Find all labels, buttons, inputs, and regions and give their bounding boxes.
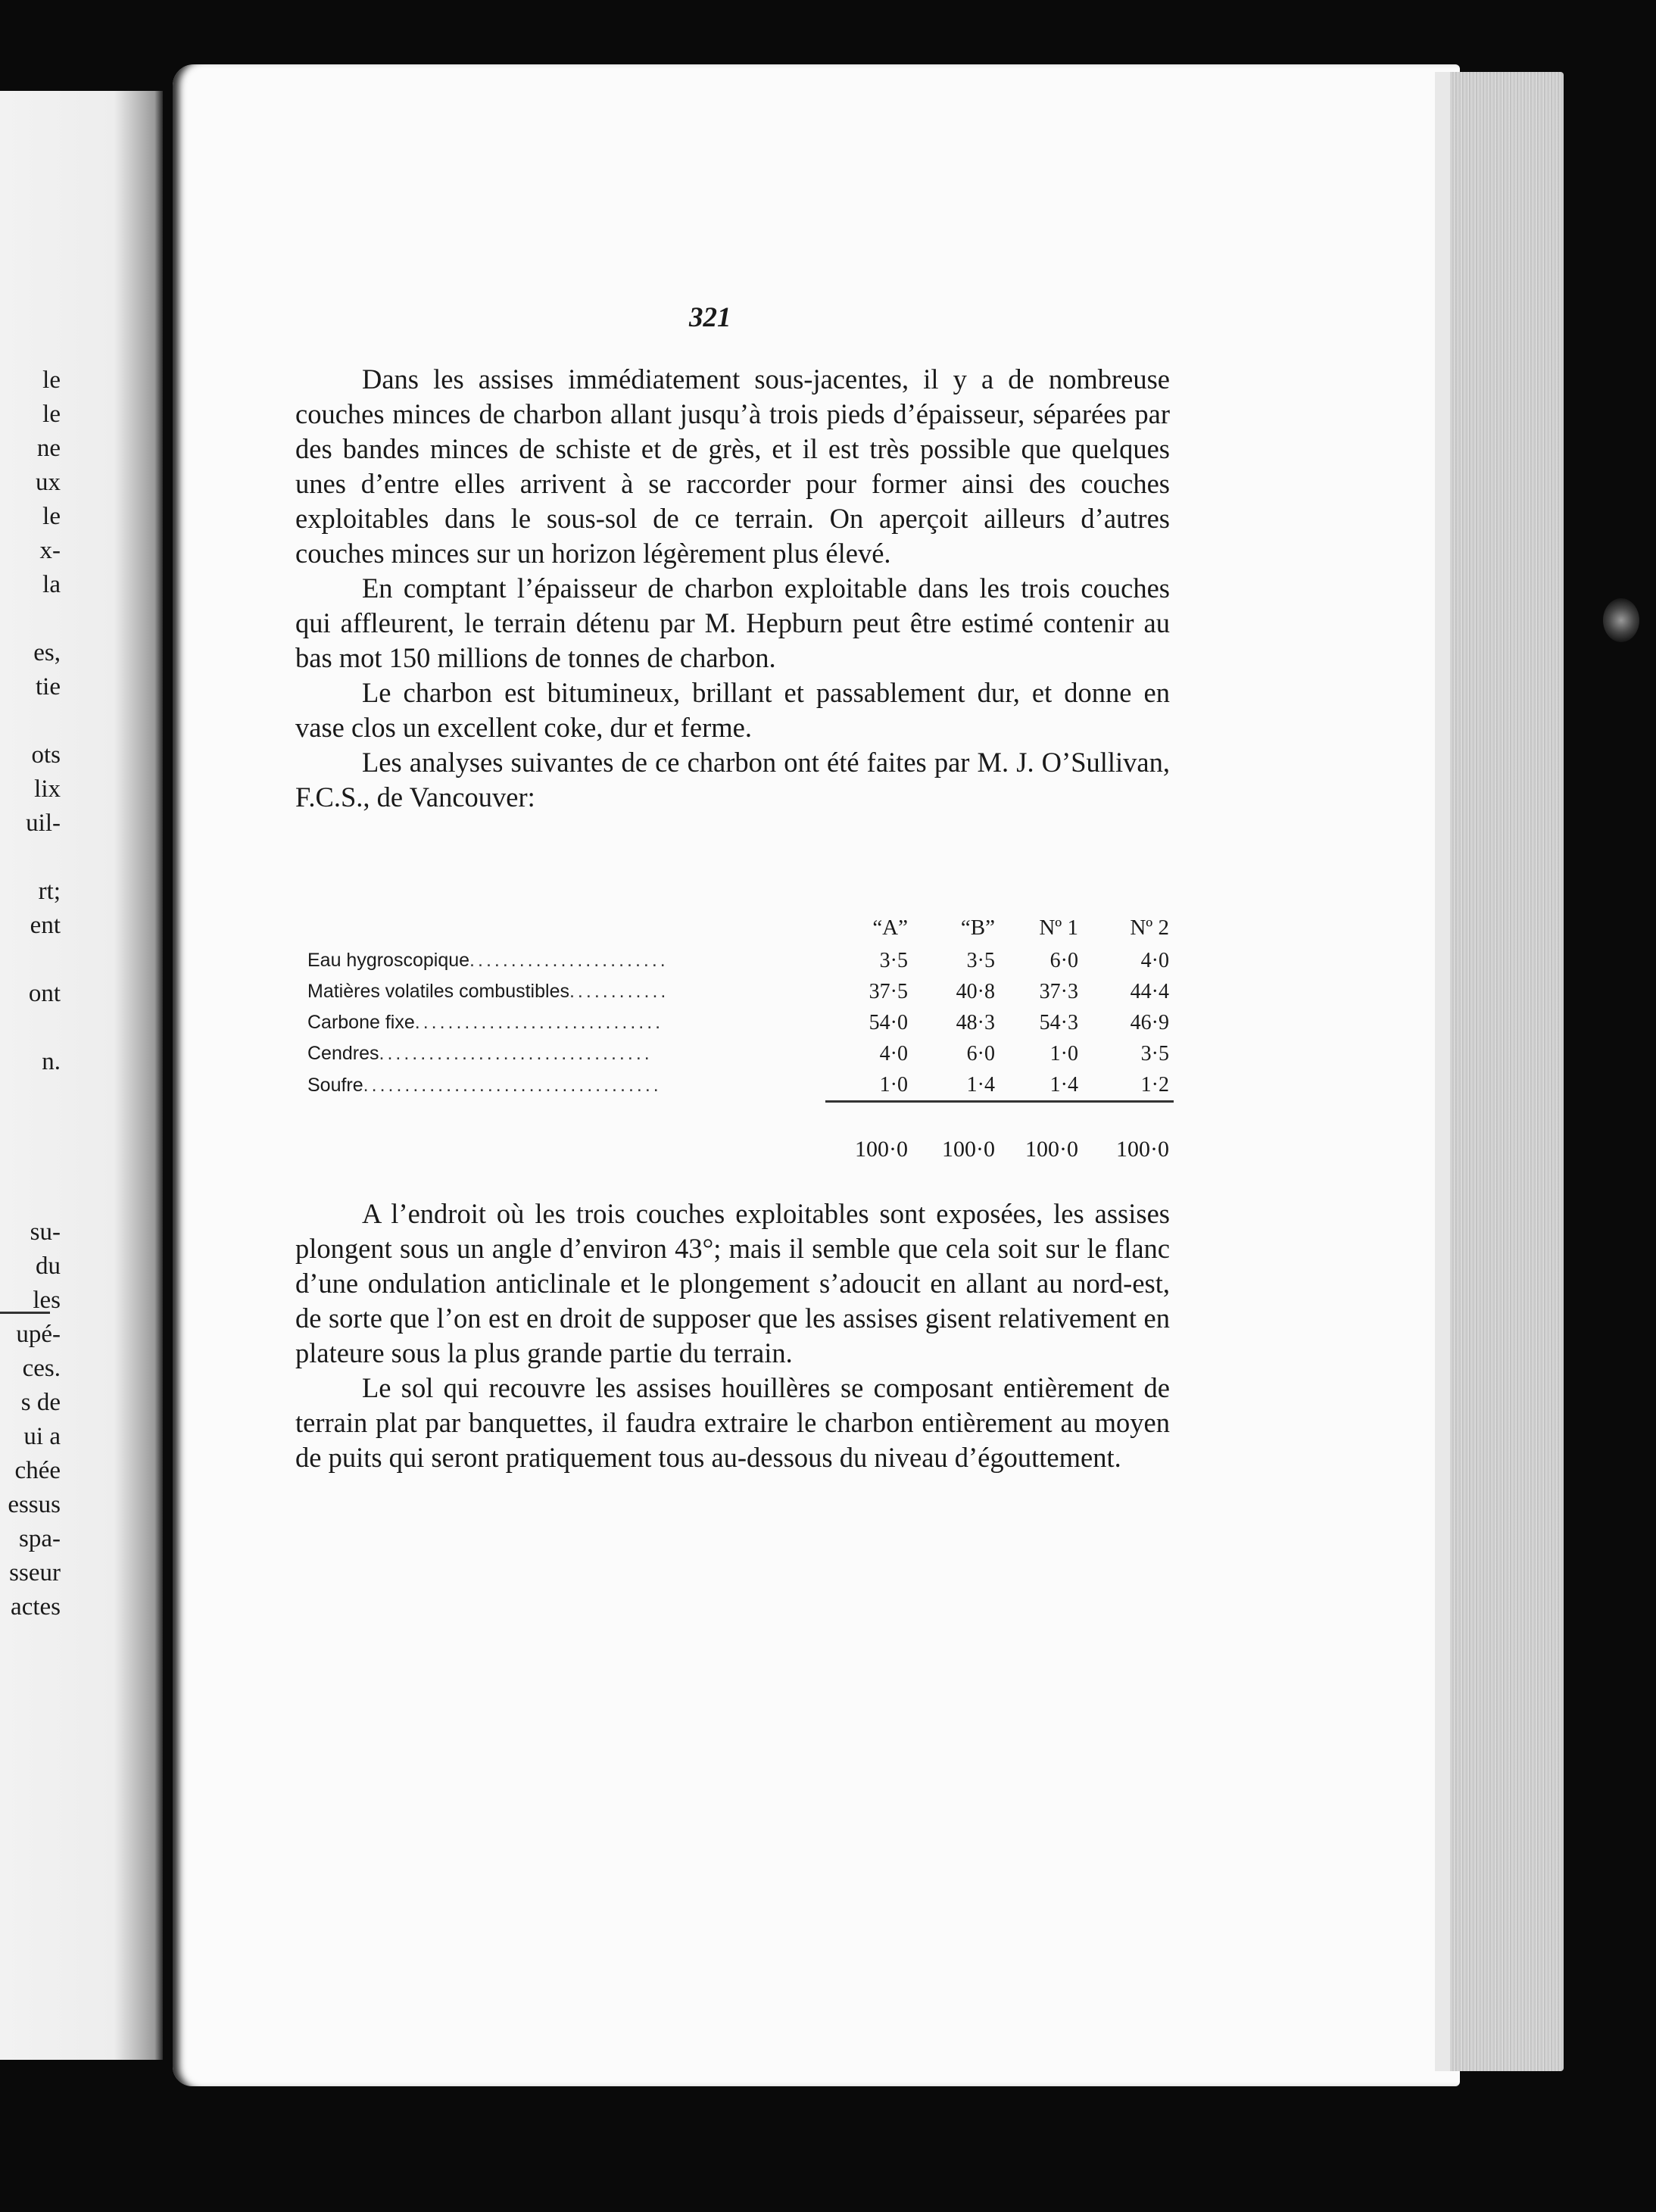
paragraph-3: Le charbon est bitumineux, brillant et passablement dur, et donne en vase clos un excellent coke, dur et ferme. [295,677,1170,743]
total-cell: 100·0 [942,1136,995,1162]
scanner-mark-icon [1603,598,1639,642]
facing-page-fragment: x- [39,537,61,564]
facing-page-fragment: ont [28,980,61,1007]
leader-dots: .................................... [363,1074,662,1096]
facing-page-fragment: ux [36,469,61,496]
table-cell: 1·4 [1049,1072,1078,1097]
leader-dots: .............................. [414,1012,664,1033]
body-text-bottom [295,1196,1170,1475]
table-cell: 44·4 [1130,979,1169,1003]
facing-page-fragment: du [36,1253,61,1280]
facing-page-fragment [0,1011,61,1045]
facing-page-fragment: lix [34,775,61,803]
table-cell: 3·5 [966,948,995,972]
facing-page-fragment: chée [14,1457,61,1484]
facing-page-fragment: ots [31,741,61,769]
table-row [303,976,1174,1007]
leader-dots: ............ [569,981,669,1002]
sum-rule-row [303,1102,1174,1134]
row-label: Soufre [307,1074,363,1096]
facing-page-rule [0,1312,50,1314]
row-label: Matières volatiles combustibles [307,981,569,1002]
facing-page-fragment: ces. [22,1355,61,1382]
facing-page-fragment [0,1113,61,1147]
table-row [303,1038,1174,1069]
table-cell: 46·9 [1130,1010,1169,1034]
coal-analysis-table [303,910,1174,1165]
facing-page-fragment: upé- [16,1321,61,1348]
table-row [303,1007,1174,1038]
table-cell: 3·5 [1140,1041,1169,1065]
facing-page-fragment: n. [42,1048,61,1075]
total-cell: 100·0 [1025,1136,1078,1162]
table-row [303,945,1174,976]
facing-page-fragment: ui a [23,1423,61,1450]
facing-page-fragment [0,1147,61,1181]
facing-page-fragment [0,841,61,875]
table-cell: 1·2 [1140,1072,1169,1097]
sum-rule [825,1102,912,1134]
facing-page [0,91,163,2060]
table-cell: 1·0 [879,1072,908,1097]
table-cell: 37·3 [1039,979,1078,1003]
table-cell: 1·0 [1049,1041,1078,1065]
table-cell: 1·4 [966,1072,995,1097]
facing-page-fragment: s de [20,1389,61,1416]
table-cell: 54·0 [869,1010,908,1034]
table-cell: 4·0 [1140,948,1169,972]
column-header: “B” [960,915,995,940]
facing-page-fragment: ent [30,912,61,939]
paragraph-5: A l’endroit où les trois couches exploitables sont exposées, les assises plongent sous un angle d’environ 43°; mais il semble que cela soit sur le flanc d’une ondulation anticlinale et le plongement s’adoucit en allant au nord-est, de sorte que l’on est en droit de supposer que les assises gisent relativement en plateure sous la plus grande partie du terrain. [295,1198,1170,1368]
facing-page-fragment: spa- [19,1525,61,1552]
facing-page-fragment: le [42,401,61,428]
paragraph-6: Le sol qui recouvre les assises houillères se composant entièrement de terrain plat par banquettes, il faudra extraire le charbon entièrement au moyen de puits qui seront pratiquement tous au-dessous du niveau d’égouttement. [295,1372,1170,1473]
facing-page-fragment: tie [36,673,61,700]
row-label: Cendres [307,1043,379,1064]
facing-page-fragment: sseur [9,1559,61,1586]
facing-page-text-fragments [0,363,61,1624]
facing-page-fragment: essus [8,1491,61,1518]
table-cell: 4·0 [879,1041,908,1065]
facing-page-fragment: es, [33,639,61,666]
facing-page-fragment: le [42,367,61,394]
sum-rule [1083,1102,1174,1134]
table-row [303,1069,1174,1102]
table-cell: 6·0 [966,1041,995,1065]
facing-page-fragment [0,704,61,738]
facing-page-fragment: su- [30,1218,61,1246]
facing-page-fragment [0,1079,61,1113]
paragraph-4: Les analyses suivantes de ce charbon ont été faites par M. J. O’Sullivan, F.C.S., de Vancouver: [295,747,1170,813]
facing-page-fragment: le [42,503,61,530]
row-label: Carbone fixe [307,1012,415,1033]
table-cell: 37·5 [869,979,908,1003]
facing-page-fragment: ne [36,435,61,462]
totals-row [303,1134,1174,1165]
facing-page-fragment [0,943,61,977]
facing-page-fragment [0,1181,61,1215]
facing-page-fragment: actes [11,1593,61,1621]
facing-page-fragment: rt; [38,878,61,905]
leader-dots: ................................. [379,1043,653,1064]
table-cell: 48·3 [956,1010,995,1034]
table-header-row [303,910,1174,945]
leader-dots: ........................ [469,950,669,971]
page-edge-highlight [1435,72,1450,2071]
paragraph-2: En comptant l’épaisseur de charbon exploitable dans les trois couches qui affleurent, le terrain détenu par M. Hepburn peut être estimé contenir au bas mot 150 millions de tonnes de charbon. [295,572,1170,673]
table-cell: 54·3 [1039,1010,1078,1034]
paragraph-1: Dans les assises immédiatement sous-jacentes, il y a de nombreuse couches minces de charbon allant jusqu’à trois pieds d’épaisseur, séparées par des bandes minces de schiste et de grès, et il est très possible que quelques unes d’entre elles arrivent à se raccorder pour former ainsi des couches exploitables dans le sous-sol de ce terrain. On aperçoit ailleurs d’autres couches minces sur un horizon légèrement plus élevé. [295,363,1170,569]
facing-page-fragment [0,602,61,636]
table-cell: 3·5 [879,948,908,972]
column-header: Nº 1 [1039,915,1078,940]
facing-page-fragment: les [33,1287,61,1314]
table-cell: 6·0 [1049,948,1078,972]
row-label: Eau hygroscopique [307,950,470,971]
page-edge-stack [1435,72,1564,2071]
table-cell: 40·8 [956,979,995,1003]
column-header: Nº 2 [1130,915,1169,940]
sum-rule [1000,1102,1083,1134]
body-text-top [295,362,1170,815]
facing-page-fragment: la [42,571,61,598]
facing-page-fragment: uil- [26,810,61,837]
column-header: “A” [872,915,908,940]
total-cell: 100·0 [855,1136,908,1162]
sum-rule [912,1102,1000,1134]
total-cell: 100·0 [1116,1136,1169,1162]
page-number: 321 [689,302,731,333]
